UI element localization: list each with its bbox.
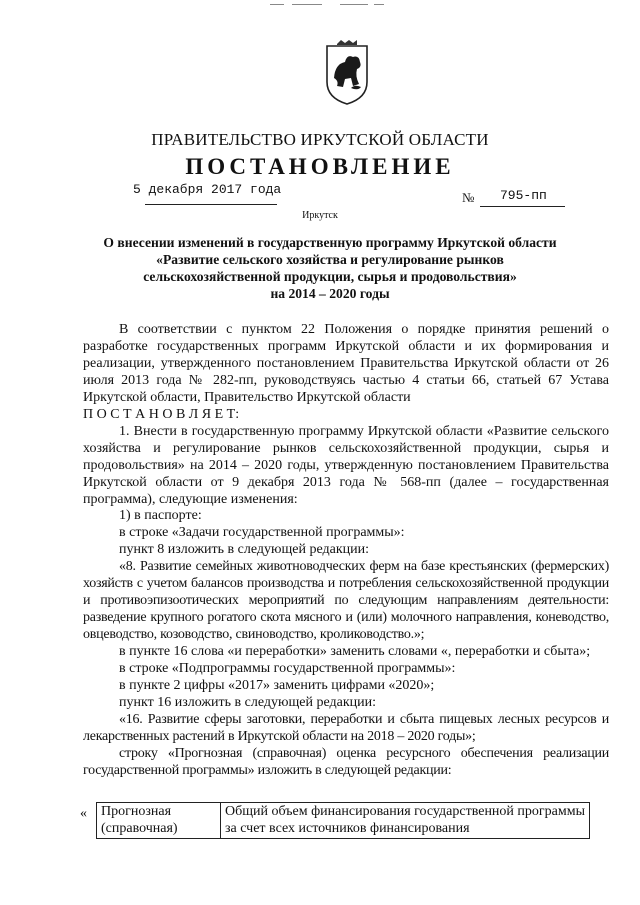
paragraph: в пункте 16 слова «и переработки» заменить словами «, переработки и сбыта»; bbox=[119, 644, 591, 660]
coat-of-arms-icon bbox=[323, 40, 371, 106]
paragraph: строку «Прогнозная (справочная) оценка ресурсного обеспечения реализации государственной программы» изложить в следующей редакции: bbox=[83, 745, 609, 778]
paragraph: пункт 8 изложить в следующей редакции: bbox=[119, 542, 369, 558]
heading-line: сельскохозяйственной продукции, сырья и продовольствия» bbox=[143, 269, 517, 284]
resource-table bbox=[96, 802, 590, 839]
paragraph: В соответствии с пунктом 22 Положения о порядке принятия решений о разработке государственных программ Иркутской области и их формирования и реализации, утвержденного постановлением Правительства Иркутской области от 26 июля 2013 года № 282-пп, руководствуясь частью 4 статьи 66, статьей 67 Устава Иркутской области, Правительство Иркутской области bbox=[83, 322, 609, 405]
document-heading bbox=[60, 234, 600, 302]
heading-line: О внесении изменений в государственную программу Иркутской области bbox=[103, 235, 557, 250]
paragraph: 1. Внести в государственную программу Иркутской области «Развитие сельского хозяйства и регулирование рынков сельскохозяйственной продукции, сырья и продовольствия» на 2014 – 2020 годы, утвержденную постановлением Правительства Иркутской области от 9 декабря 2013 года № 568-пп (далее – государственная программа), следующие изменения: bbox=[83, 423, 609, 507]
paragraph: «16. Развитие сферы заготовки, переработки и сбыта пищевых лесных ресурсов и лекарственных растений в Иркутской области на 2018 – 2020 годы»; bbox=[83, 711, 609, 744]
paragraph: «8. Развитие семейных животноводческих ферм на базе крестьянских (фермерских) хозяйств с учетом балансов производства и потребления сельскохозяйственной продукции и противоэпизоотических мероприятий по следующим направлениям деятельности: разведение крупного рогатого скота мясного и (или) молочного направления, коневодство, овцеводство, козоводство, свиноводство, кролиководство.»; bbox=[83, 559, 609, 643]
resolution-keyword: П О С Т А Н О В Л Я Е Т: bbox=[83, 406, 240, 422]
table-open-quote: « bbox=[80, 806, 87, 821]
paragraph: пункт 16 изложить в следующей редакции: bbox=[119, 694, 376, 710]
paragraph: в пункте 2 цифры «2017» заменить цифрами «2020»; bbox=[119, 678, 435, 694]
document-number: 795-пп bbox=[500, 188, 547, 203]
scan-artifact bbox=[270, 2, 390, 8]
table-row bbox=[97, 803, 590, 839]
paragraph: 1) в паспорте: bbox=[119, 508, 202, 524]
heading-line: на 2014 – 2020 годы bbox=[270, 286, 390, 301]
date-underline bbox=[145, 204, 277, 205]
table-cell-value: Общий объем финансирования государственной программы за счет всех источников финансирования bbox=[221, 803, 590, 839]
document-date: 5 декабря 2017 года bbox=[133, 182, 282, 197]
paragraph: в строке «Подпрограммы государственной программы»: bbox=[119, 661, 456, 677]
number-sign: № bbox=[462, 190, 475, 205]
heading-line: «Развитие сельского хозяйства и регулирование рынков bbox=[156, 252, 504, 267]
table-cell-label: Прогнозная (справочная) bbox=[97, 803, 221, 839]
document-body bbox=[83, 322, 609, 780]
city-label: Иркутск bbox=[302, 210, 338, 221]
paragraph: в строке «Задачи государственной программы»: bbox=[119, 525, 405, 541]
organization-title: ПРАВИТЕЛЬСТВО ИРКУТСКОЙ ОБЛАСТИ bbox=[151, 130, 489, 149]
document-type-title: ПОСТАНОВЛЕНИЕ bbox=[185, 154, 455, 179]
number-underline bbox=[480, 206, 565, 207]
